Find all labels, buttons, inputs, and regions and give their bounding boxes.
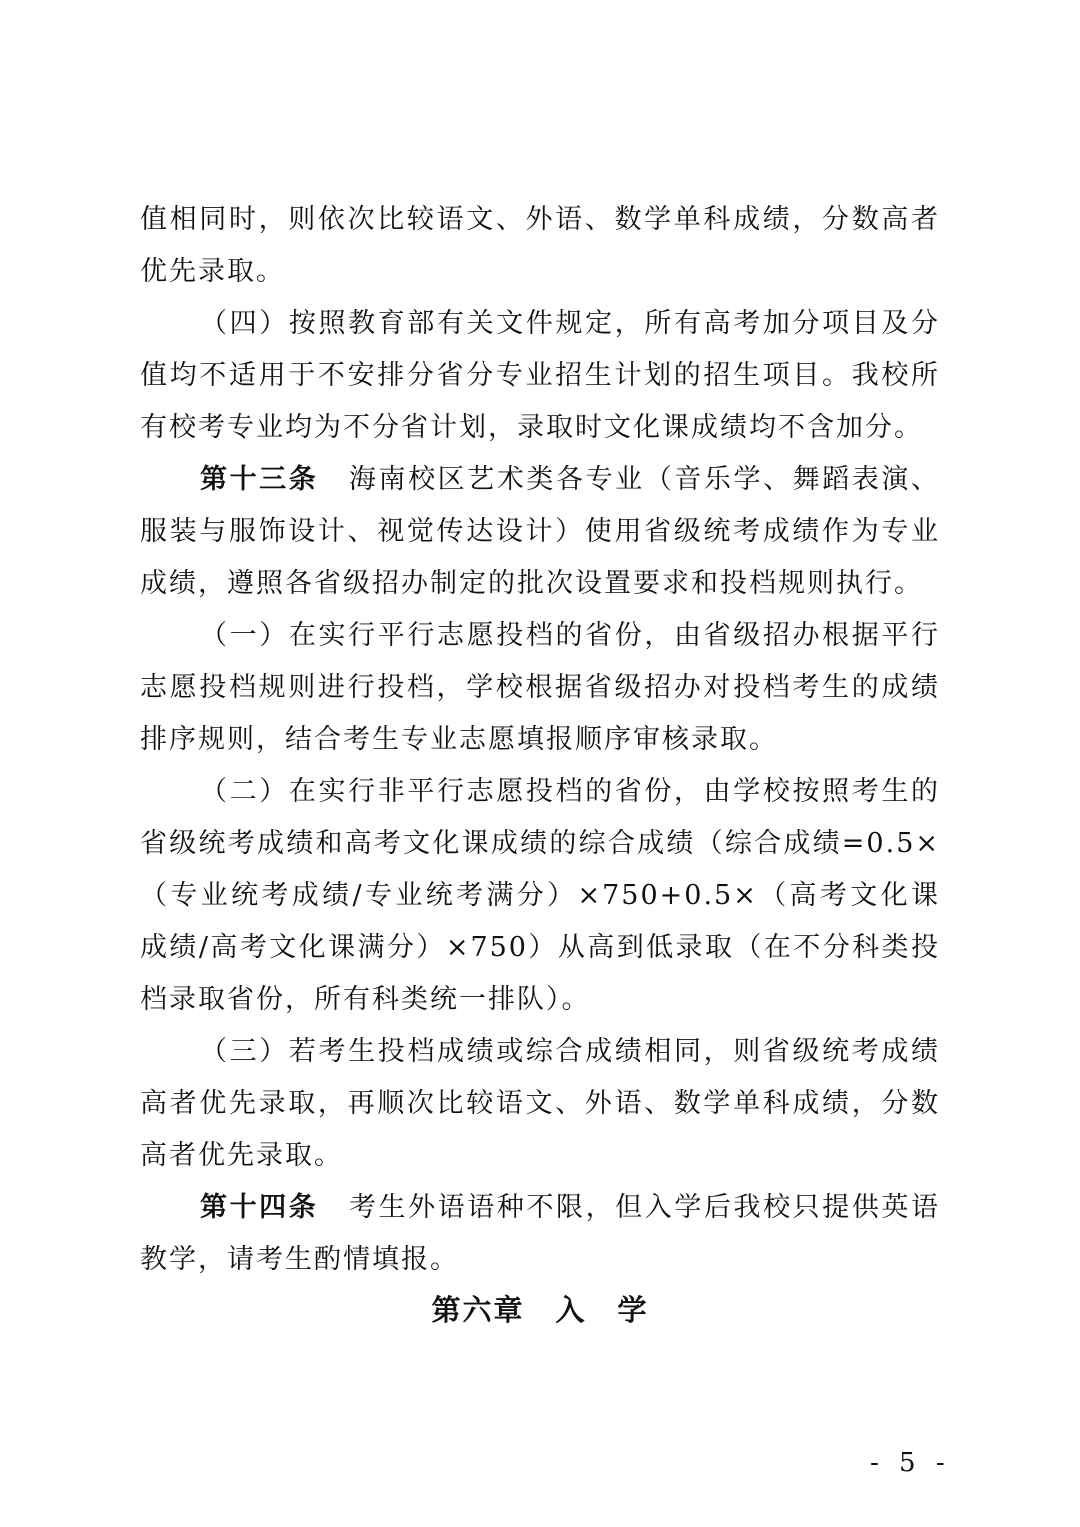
paragraph-item-2 xyxy=(140,766,940,1026)
paragraph-text: 值相同时，则依次比较语文、外语、数学单科成绩，分数高者优先录取。 xyxy=(140,204,940,287)
paragraph-text: （二）在实行非平行志愿投档的省份，由学校按照考生的省级统考成绩和高考文化课成绩的综合成绩（综合成绩=0.5×（专业统考成绩/专业统考满分）×750+0.5×（高考文化课成绩/高考文化课满分）×750）从高到低录取（在不分科类投档录取省份，所有科类统一排队）。 xyxy=(140,776,940,1015)
paragraph-text: （一）在实行平行志愿投档的省份，由省级招办根据平行志愿投档规则进行投档，学校根据省级招办对投档考生的成绩排序规则，结合考生专业志愿填报顺序审核录取。 xyxy=(140,620,940,755)
page-number: - 5 - xyxy=(870,1448,951,1478)
paragraph-text: （四）按照教育部有关文件规定，所有高考加分项目及分值均不适用于不安排分省分专业招生计划的招生项目。我校所有校考专业均为不分省计划，录取时文化课成绩均不含加分。 xyxy=(140,308,940,443)
paragraph-item-4 xyxy=(140,298,940,454)
article-13 xyxy=(140,454,940,610)
article-number: 第十四条 xyxy=(200,1192,319,1223)
paragraph-text: 海南校区艺术类各专业（音乐学、舞蹈表演、服装与服饰设计、视觉传达设计）使用省级统考成绩作为专业成绩，遵照各省级招办制定的批次设置要求和投档规则执行。 xyxy=(140,464,941,599)
article-14 xyxy=(140,1182,940,1286)
paragraph-item-1 xyxy=(140,610,940,766)
paragraph-text: （三）若考生投档成绩或综合成绩相同，则省级统考成绩高者优先录取，再顺次比较语文、外语、数学单科成绩，分数高者优先录取。 xyxy=(140,1036,940,1171)
paragraph-text: 考生外语语种不限，但入学后我校只提供英语教学，请考生酌情填报。 xyxy=(140,1192,941,1275)
paragraph-item-3 xyxy=(140,1026,940,1182)
chapter-heading: 第六章 入 学 xyxy=(431,1293,649,1327)
paragraph-continuation xyxy=(140,194,940,298)
article-number: 第十三条 xyxy=(200,464,319,495)
